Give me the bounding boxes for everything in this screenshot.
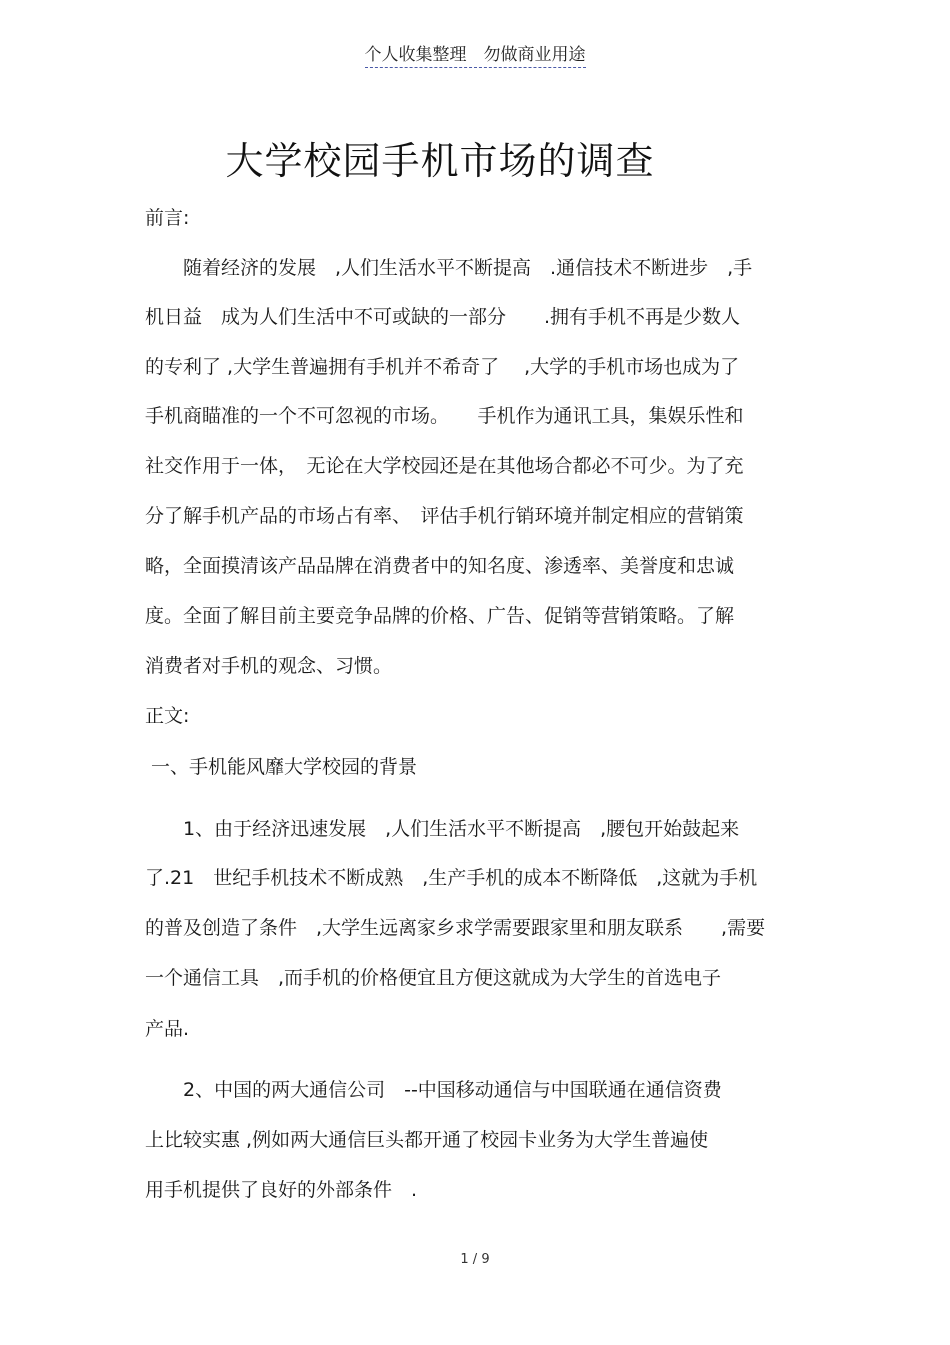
body-line: 2、中国的两大通信公司 --中国移动通信与中国联通在通信资费 bbox=[145, 1079, 722, 1101]
page-header bbox=[0, 40, 950, 68]
header-text: 个人收集整理 勿做商业用途 bbox=[365, 40, 586, 68]
page-number: 1 / 9 bbox=[460, 1252, 490, 1267]
body-line: 了.21 世纪手机技术不断成熟 ,生产手机的成本不断降低 ,这就为手机 bbox=[145, 867, 758, 889]
body-line: 用手机提供了良好的外部条件 . bbox=[145, 1179, 418, 1201]
body-line: 消费者对手机的观念、习惯。 bbox=[145, 655, 393, 677]
body-line: 的普及创造了条件 ,大学生远离家乡求学需要跟家里和朋友联系 ,需要 bbox=[145, 917, 766, 939]
body-line: 略，全面摸清该产品品牌在消费者中的知名度、渗透率、美誉度和忠诚 bbox=[145, 555, 735, 577]
section-heading: 正文: bbox=[145, 705, 190, 727]
document-title: 大学校园手机市场的调查 bbox=[225, 139, 655, 183]
body-line: 社交作用于一体， 无论在大学校园还是在其他场合都必不可少。为了充 bbox=[145, 455, 744, 477]
body-line: 产品. bbox=[145, 1018, 190, 1040]
body-line: 随着经济的发展 ,人们生活水平不断提高 .通信技术不断进步 ,手 bbox=[145, 257, 753, 279]
body-line: 1、由于经济迅速发展 ,人们生活水平不断提高 ,腰包开始鼓起来 bbox=[145, 818, 740, 840]
body-line: 一个通信工具 ,而手机的价格便宜且方便这就成为大学生的首选电子 bbox=[145, 967, 722, 989]
body-line: 机日益 成为人们生活中不可或缺的一部分 .拥有手机不再是少数人 bbox=[145, 306, 741, 328]
body-line: 度。全面了解目前主要竞争品牌的价格、广告、促销等营销策略。了解 bbox=[145, 605, 735, 627]
body-line: 前言: bbox=[145, 207, 190, 229]
section-heading: 一、手机能风靡大学校园的背景 bbox=[145, 756, 418, 778]
body-line: 上比较实惠 ,例如两大通信巨头都开通了校园卡业务为大学生普遍使 bbox=[145, 1129, 709, 1151]
body-line: 的专利了 ,大学生普遍拥有手机并不希奇了 ,大学的手机市场也成为了 bbox=[145, 356, 740, 378]
body-line: 手机商瞄准的一个不可忽视的市场。 手机作为通讯工具，集娱乐性和 bbox=[145, 405, 744, 427]
body-line: 分了解手机产品的市场占有率、 评估手机行销环境并制定相应的营销策 bbox=[145, 505, 744, 527]
